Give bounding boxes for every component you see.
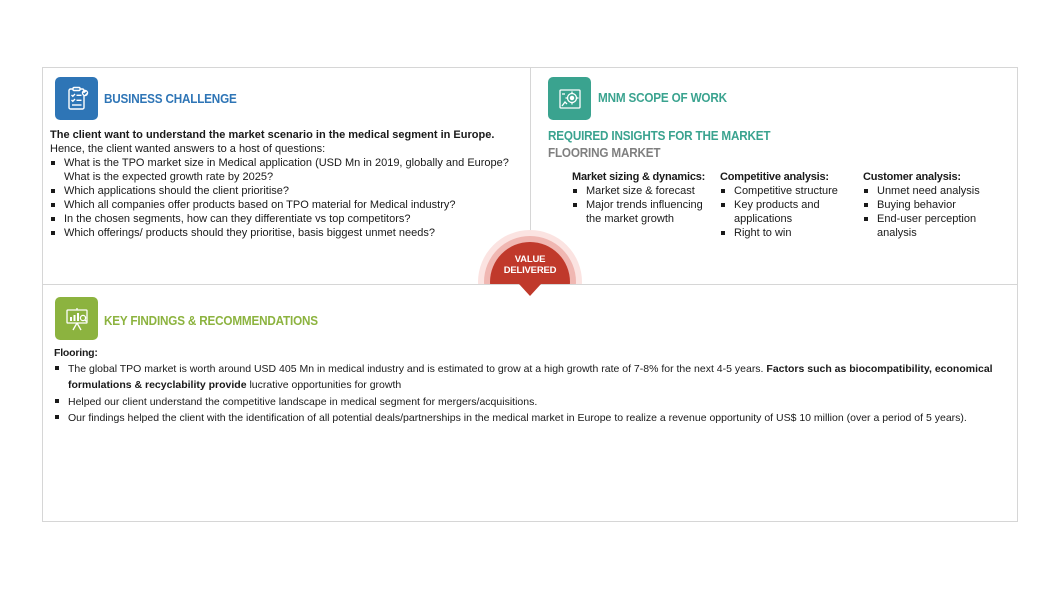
list-item: Key products and applications <box>720 198 834 226</box>
findings-body <box>54 345 1004 426</box>
intro-bold-text: The client want to understand the market scenario in the medical segment in Europe. <box>50 129 495 141</box>
badge-line-1: VALUE <box>514 254 546 265</box>
scope-column-customer <box>863 170 1003 240</box>
list-item: Which offerings/ products should they prioritise, basis biggest unmet needs? <box>50 226 525 240</box>
badge-arrow <box>519 284 541 296</box>
list-item: Which applications should the client prioritise? <box>50 184 525 198</box>
badge-line-2: DELIVERED <box>503 265 557 276</box>
scope-title: MNM SCOPE OF WORK <box>598 90 727 105</box>
list-item: Right to win <box>720 226 860 240</box>
scope-column-competitive <box>720 170 860 240</box>
column-title: Customer analysis: <box>863 171 961 183</box>
scope-column-market-sizing <box>572 170 712 226</box>
list-item: Competitive structure <box>720 184 860 198</box>
list-item: Helped our client understand the competitive landscape in medical segment for mergers/acquisitions. <box>54 394 1004 410</box>
findings-list <box>54 361 1004 426</box>
intro-text: Hence, the client wanted answers to a host of questions: <box>50 143 326 155</box>
list-item: In the chosen segments, how can they differentiate vs top competitors? <box>50 212 525 226</box>
column-title: Market sizing & dynamics: <box>572 171 706 183</box>
list-item: Which all companies offer products based on TPO material for Medical industry? <box>50 198 525 212</box>
list-item: Buying behavior <box>863 198 1003 212</box>
scope-market: FLOORING MARKET <box>548 145 661 160</box>
list-item <box>54 361 998 393</box>
business-challenge-title: BUSINESS CHALLENGE <box>104 91 237 106</box>
list-item: End-user perception analysis <box>863 212 987 240</box>
finding-text: The global TPO market is worth around USD 405 Mn in medical industry and is estimated to grow at a high growth rate of 7-8% for the next 4-5 years. <box>68 363 764 375</box>
findings-label: Flooring: <box>54 347 98 359</box>
scope-subtitle: REQUIRED INSIGHTS FOR THE MARKET <box>548 128 771 143</box>
list-item: What is the TPO market size in Medical application (USD Mn in 2019, globally and Europe? What is the expected growth rate by 2025? <box>50 156 525 184</box>
checklist-icon <box>55 77 98 120</box>
value-delivered-badge <box>494 254 566 276</box>
list-item: Market size & forecast <box>572 184 712 198</box>
presentation-chart-icon <box>55 297 98 340</box>
business-challenge-body <box>50 128 525 240</box>
column-title: Competitive analysis: <box>720 171 829 183</box>
list-item: Unmet need analysis <box>863 184 1003 198</box>
finding-bold-text: Factors such as biocompatibility, economical formulations & recyclability provide <box>68 363 993 391</box>
business-challenge-intro <box>50 128 525 156</box>
questions-list <box>50 156 525 240</box>
finding-text-end: lucrative opportunities for growth <box>246 379 402 391</box>
findings-title: KEY FINDINGS & RECOMMENDATIONS <box>104 313 318 328</box>
list-item: Our findings helped the client with the identification of all potential deals/partnerships in the medical market in Europe to realize a revenue opportunity of US$ 10 million (over a period of 5 years). <box>54 410 1004 426</box>
gear-gauge-icon <box>548 77 591 120</box>
list-item: Major trends influencing the market growth <box>572 198 706 226</box>
